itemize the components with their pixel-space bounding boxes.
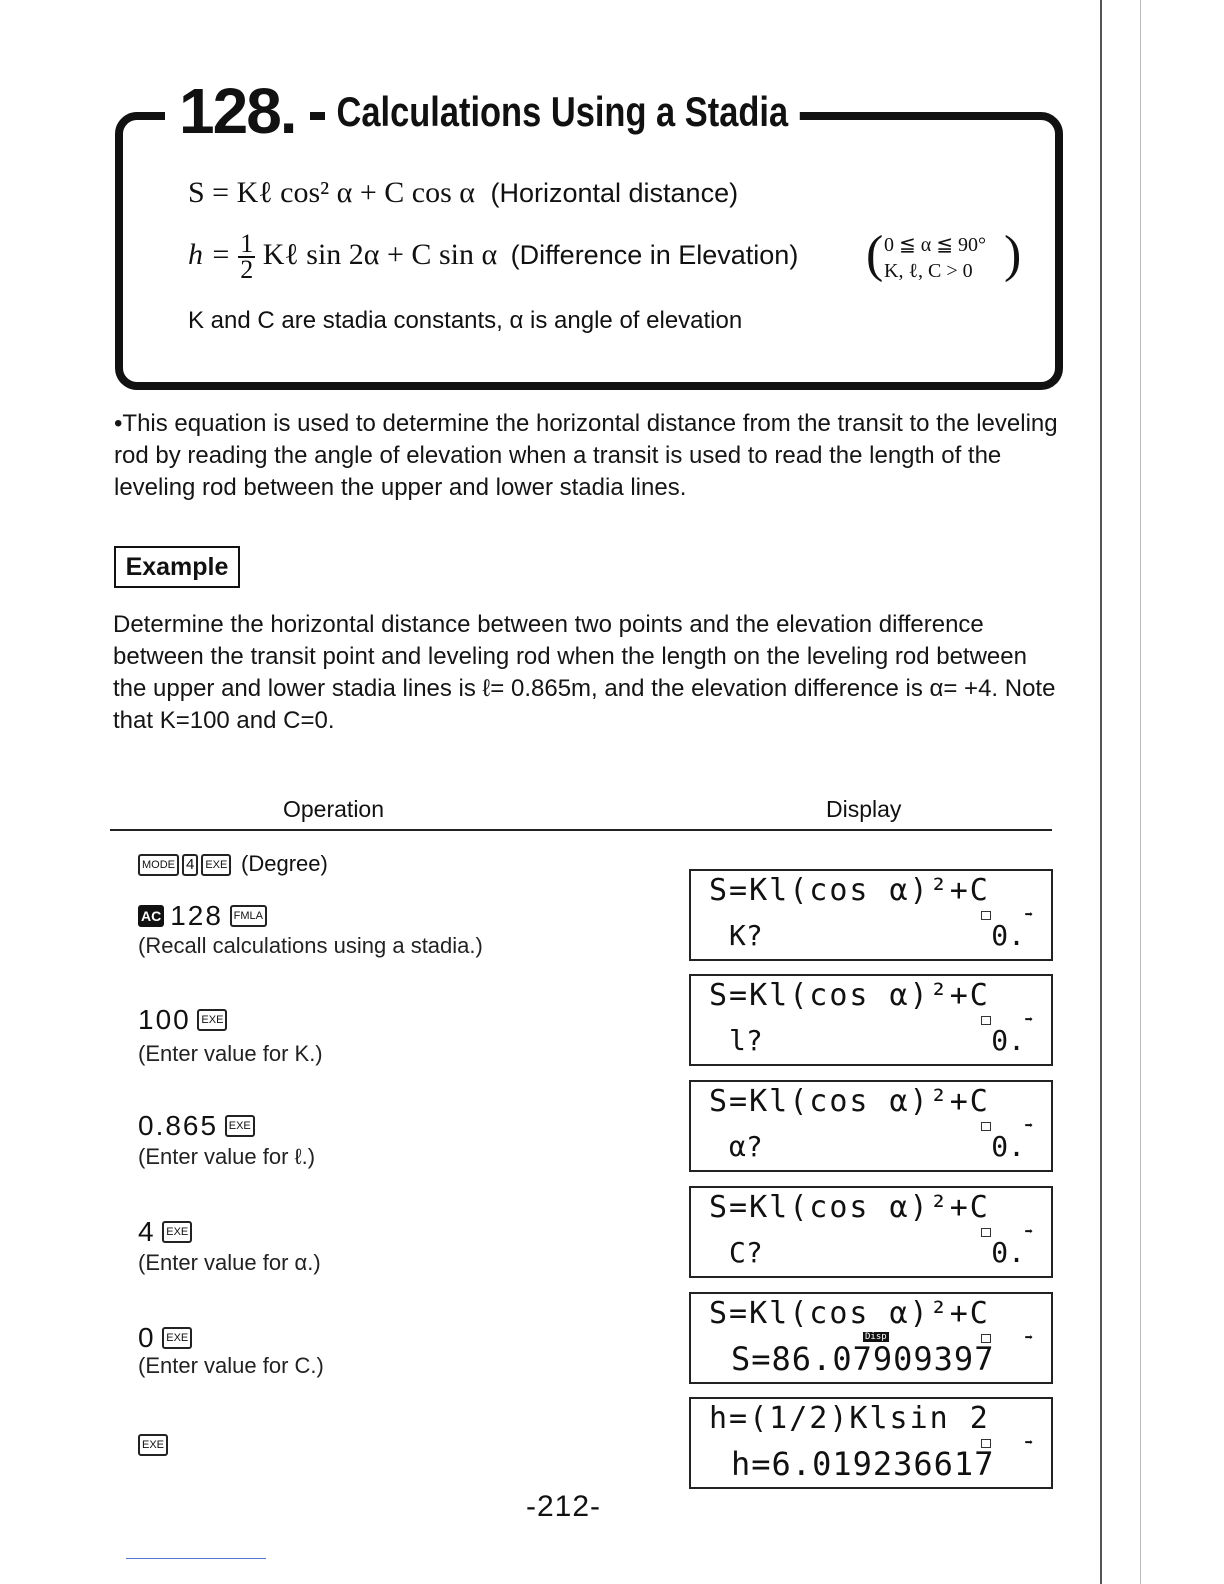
lcd-formula-line: S=Kl(cos α)²+C <box>709 1296 990 1331</box>
lcd-arrow-icon: ➡ <box>1024 1012 1033 1028</box>
exe-key-icon: EXE <box>225 1115 255 1137</box>
exe-key-icon: EXE <box>201 854 231 876</box>
column-header-operation: Operation <box>283 796 385 822</box>
formula-number-input: 128 <box>170 900 223 931</box>
operation-step-3 <box>138 1004 230 1036</box>
fraction-one-half <box>238 229 255 284</box>
formula-definitions <box>188 302 742 336</box>
column-header-display: Display <box>826 796 902 822</box>
lcd-formula-line: S=Kl(cos α)²+C <box>709 978 990 1013</box>
four-key-icon: 4 <box>182 854 198 876</box>
formula-2-note: (Difference in Elevation) <box>510 239 799 270</box>
right-paren: ) <box>1004 226 1022 283</box>
formula-horizontal-distance <box>188 176 738 210</box>
lcd-arrow-icon: ➡ <box>1024 1224 1033 1240</box>
value-l-input: 0.865 <box>138 1110 219 1141</box>
page-binding-edge-secondary <box>1140 0 1141 1584</box>
lcd-display-h-result <box>689 1397 1053 1489</box>
formula-1-expression: S = Kℓ cos² α + C cos α <box>188 176 475 209</box>
example-text: Determine the horizontal distance between two points and the elevation difference between the transit point and leveling rod when the length on the leveling rod between the upper and lower stadia lines is ℓ= 0.865m, and the elevation difference is α= +4. Note that K=100 and C=0. <box>113 611 1056 734</box>
lcd-formula-line: h=(1/2)Klsin 2 <box>709 1401 990 1436</box>
lcd-formula-line: S=Kl(cos α)²+C <box>709 873 990 908</box>
operation-step-2-note: (Recall calculations using a stadia.) <box>138 933 483 958</box>
lcd-prompt: K? <box>729 919 763 952</box>
exe-key-icon: EXE <box>162 1221 192 1243</box>
section-title: Calculations Using a Stadia <box>325 86 800 138</box>
page-number: -212- <box>526 1490 602 1523</box>
operation-step-1 <box>138 850 328 878</box>
formula-elevation <box>188 229 799 284</box>
lcd-display-c <box>689 1186 1053 1278</box>
value-alpha-input: 4 <box>138 1216 156 1247</box>
exe-key-icon: EXE <box>162 1327 192 1349</box>
operation-step-2 <box>138 900 270 932</box>
lcd-indicator-icon <box>981 1122 991 1131</box>
condition-positive: K, ℓ, C > 0 <box>884 260 973 282</box>
example-label: Example <box>114 546 240 588</box>
description-paragraph: •This equation is used to determine the horizontal distance from the transit to the leveling rod by reading the angle of elevation when a transit is used to read the length of the leveling rod between the upper and lower stadia lines. <box>114 410 1058 501</box>
value-c-input: 0 <box>138 1322 156 1353</box>
footer-rule <box>126 1558 266 1559</box>
formula-2-expression: Kℓ sin 2α + C sin α <box>262 237 498 271</box>
fmla-key-icon: FMLA <box>230 905 267 927</box>
fraction-numerator: 1 <box>240 229 254 258</box>
ac-key-icon: AC <box>138 905 164 927</box>
operation-step-4 <box>138 1110 258 1142</box>
lcd-indicator-icon <box>981 911 991 920</box>
lcd-display-l <box>689 974 1053 1066</box>
mode-key-icon: MODE <box>138 854 179 876</box>
lcd-formula-line: S=Kl(cos α)²+C <box>709 1190 990 1225</box>
lcd-display-alpha <box>689 1080 1053 1172</box>
lcd-indicator-icon <box>981 1016 991 1025</box>
formula-1-note: (Horizontal distance) <box>490 178 739 208</box>
lcd-prompt: α? <box>729 1130 763 1163</box>
left-paren: ( <box>866 226 884 283</box>
lcd-arrow-icon: ➡ <box>1024 1118 1033 1134</box>
formula-2-lhs: h = <box>188 237 231 271</box>
operation-step-3-note: (Enter value for K.) <box>138 1041 323 1066</box>
operation-step-7 <box>138 1430 171 1458</box>
lcd-disp-indicator: Disp <box>865 1332 887 1342</box>
fraction-denominator: 2 <box>240 255 254 284</box>
exe-key-icon: EXE <box>197 1009 227 1031</box>
lcd-prompt: l? <box>729 1024 763 1057</box>
lcd-value: 0. <box>991 919 1025 952</box>
operation-step-5 <box>138 1216 195 1248</box>
lcd-arrow-icon: ➡ <box>1024 1330 1033 1346</box>
operation-step-6-note: (Enter value for C.) <box>138 1353 324 1378</box>
table-header-rule <box>110 829 1052 831</box>
lcd-display-k <box>689 869 1053 961</box>
value-k-input: 100 <box>138 1004 191 1035</box>
constants-note: K and C are stadia constants, α is angle of elevation <box>188 307 743 334</box>
operation-step-4-note: (Enter value for ℓ.) <box>138 1144 316 1169</box>
section-number: 128. <box>165 76 310 146</box>
lcd-arrow-icon: ➡ <box>1024 907 1033 923</box>
operation-step-5-note: (Enter value for α.) <box>138 1250 321 1275</box>
formula-conditions <box>866 226 1022 290</box>
lcd-display-s-result <box>689 1292 1053 1384</box>
lcd-value: 0. <box>991 1130 1025 1163</box>
lcd-prompt: C? <box>729 1236 763 1269</box>
lcd-arrow-icon: ➡ <box>1024 1435 1033 1451</box>
lcd-indicator-icon <box>981 1228 991 1237</box>
operation-step-1-note: (Degree) <box>241 851 328 876</box>
exe-key-icon: EXE <box>138 1434 168 1456</box>
page-binding-edge <box>1100 0 1102 1584</box>
lcd-value: 0. <box>991 1236 1025 1269</box>
lcd-value: 0. <box>991 1024 1025 1057</box>
lcd-result-h: h=6.019236617 <box>731 1445 995 1483</box>
operation-step-6 <box>138 1322 195 1354</box>
lcd-formula-line: S=Kl(cos α)²+C <box>709 1084 990 1119</box>
lcd-result-s: S=86.07909397 <box>731 1340 995 1378</box>
condition-angle: 0 ≦ α ≦ 90° <box>884 234 986 256</box>
